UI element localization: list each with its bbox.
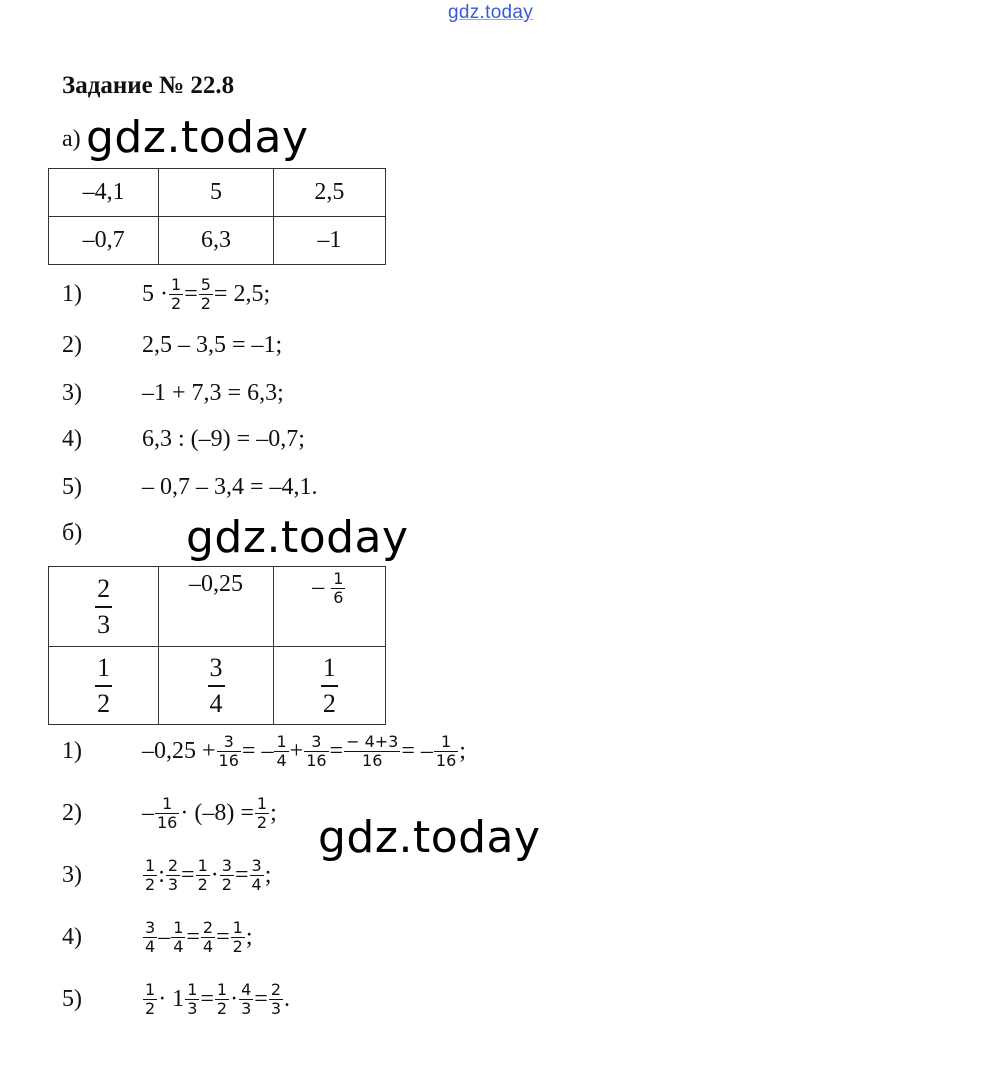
fraction: $\frac{3}{16}$ — [218, 731, 239, 770]
step-expression: –0,25 + $\frac{3}{16}$ = – $\frac{1}{4}$ + $\frac{3}{16}$ = $\frac{- 4+3}{16}$ = – $\frac{1}{16}$ ; — [142, 731, 466, 770]
step-number: 4) — [62, 425, 82, 452]
fraction: $\frac{1}{2}$ — [232, 917, 243, 956]
step-expression: –1 + 7,3 = 6,3; — [142, 379, 284, 406]
fraction: $\frac{1}{3}$ — [187, 979, 198, 1018]
part-b-table — [48, 566, 386, 725]
watermark-c: gdz.today — [318, 812, 541, 863]
table-cell — [49, 567, 159, 647]
fraction: $\frac{3}{2}$ — [221, 855, 232, 894]
fraction: $\frac{1}{2}$ — [145, 855, 156, 894]
step-number: 2) — [62, 331, 82, 358]
fraction: $\frac{1}{2}$ — [145, 979, 156, 1018]
step-expression: 5 · $\frac{1}{2}$ = $\frac{5}{2}$ = 2,5; — [142, 274, 271, 313]
table-cell — [273, 647, 385, 725]
fraction: $\frac{1}{2}$ — [322, 652, 336, 718]
fraction: $\frac{1}{16}$ — [157, 793, 178, 832]
fraction: $\frac{1}{6}$ — [333, 569, 344, 607]
table-cell — [49, 647, 159, 725]
table-cell: 6,3 — [159, 217, 273, 265]
step-expression: 2,5 – 3,5 = –1; — [142, 331, 283, 358]
fraction: $\frac{1}{2}$ — [97, 652, 111, 718]
fraction: $\frac{3}{4}$ — [145, 917, 156, 956]
part-a-step-1 — [0, 274, 600, 314]
fraction: $\frac{5}{2}$ — [200, 274, 211, 313]
step-number: 5) — [62, 985, 82, 1012]
fraction: $\frac{3}{16}$ — [306, 731, 327, 770]
part-b-label: б) — [62, 520, 83, 546]
part-a-label: а) — [62, 126, 81, 152]
step-number: 3) — [62, 861, 82, 888]
watermark-top[interactable]: gdz.today — [448, 2, 534, 23]
table-cell: – $\frac{1}{6}$ — [273, 567, 385, 647]
step-expression: 6,3 : (–9) = –0,7; — [142, 425, 305, 452]
step-expression: – $\frac{1}{16}$ · (–8) = $\frac{1}{2}$ ; — [142, 793, 277, 832]
fraction: $\frac{2}{3}$ — [167, 855, 179, 894]
table-cell: –0,25 — [159, 567, 273, 647]
fraction: $\frac{1}{2}$ — [197, 855, 208, 894]
fraction: $\frac{- 4+3}{16}$ — [346, 731, 399, 770]
fraction: $\frac{3}{4}$ — [209, 652, 223, 718]
table-cell: –0,7 — [49, 217, 159, 265]
fraction: $\frac{2}{3}$ — [270, 979, 282, 1018]
fraction: $\frac{1}{16}$ — [435, 731, 457, 770]
fraction: $\frac{1}{4}$ — [173, 917, 184, 956]
step-number: 3) — [62, 379, 82, 406]
table-row — [49, 647, 386, 725]
task-title: Задание № 22.8 — [62, 72, 235, 99]
table-row — [49, 567, 386, 647]
fraction: $\frac{3}{4}$ — [251, 855, 262, 894]
table-cell: 5 — [159, 169, 273, 217]
step-number: 5) — [62, 473, 82, 500]
step-expression: $\frac{1}{2}$ · 1 $\frac{1}{3}$ = $\frac{1}{2}$ · $\frac{4}{3}$ = $\frac{2}{3}$ . — [145, 979, 291, 1018]
table-row — [49, 169, 386, 217]
step-number: 2) — [62, 799, 82, 826]
step-expression: – 0,7 – 3,4 = –4,1. — [142, 473, 318, 500]
step-number: 4) — [62, 923, 82, 950]
step-expression: $\frac{1}{2}$ : $\frac{2}{3}$ = $\frac{1}{2}$ · $\frac{3}{2}$ = $\frac{3}{4}$ ; — [145, 855, 272, 894]
fraction: $\frac{1}{2}$ — [171, 274, 182, 313]
fraction: $\frac{4}{3}$ — [241, 979, 252, 1018]
fraction: $\frac{1}{2}$ — [256, 793, 268, 832]
watermark-b: gdz.today — [186, 512, 409, 563]
table-cell: 2,5 — [273, 169, 385, 217]
fraction: $\frac{2}{3}$ — [97, 573, 111, 639]
table-cell — [159, 647, 273, 725]
fraction: $\frac{2}{4}$ — [202, 917, 214, 956]
step-expression: $\frac{3}{4}$ – $\frac{1}{4}$ = $\frac{2}{4}$ = $\frac{1}{2}$ ; — [145, 917, 253, 956]
table-cell: –1 — [273, 217, 385, 265]
table-cell: –4,1 — [49, 169, 159, 217]
step-number: 1) — [62, 280, 82, 307]
watermark-a: gdz.today — [86, 112, 309, 163]
fraction: $\frac{1}{4}$ — [276, 731, 287, 770]
fraction: $\frac{1}{2}$ — [216, 979, 228, 1018]
table-row — [49, 217, 386, 265]
part-a-table — [48, 168, 386, 265]
step-number: 1) — [62, 737, 82, 764]
